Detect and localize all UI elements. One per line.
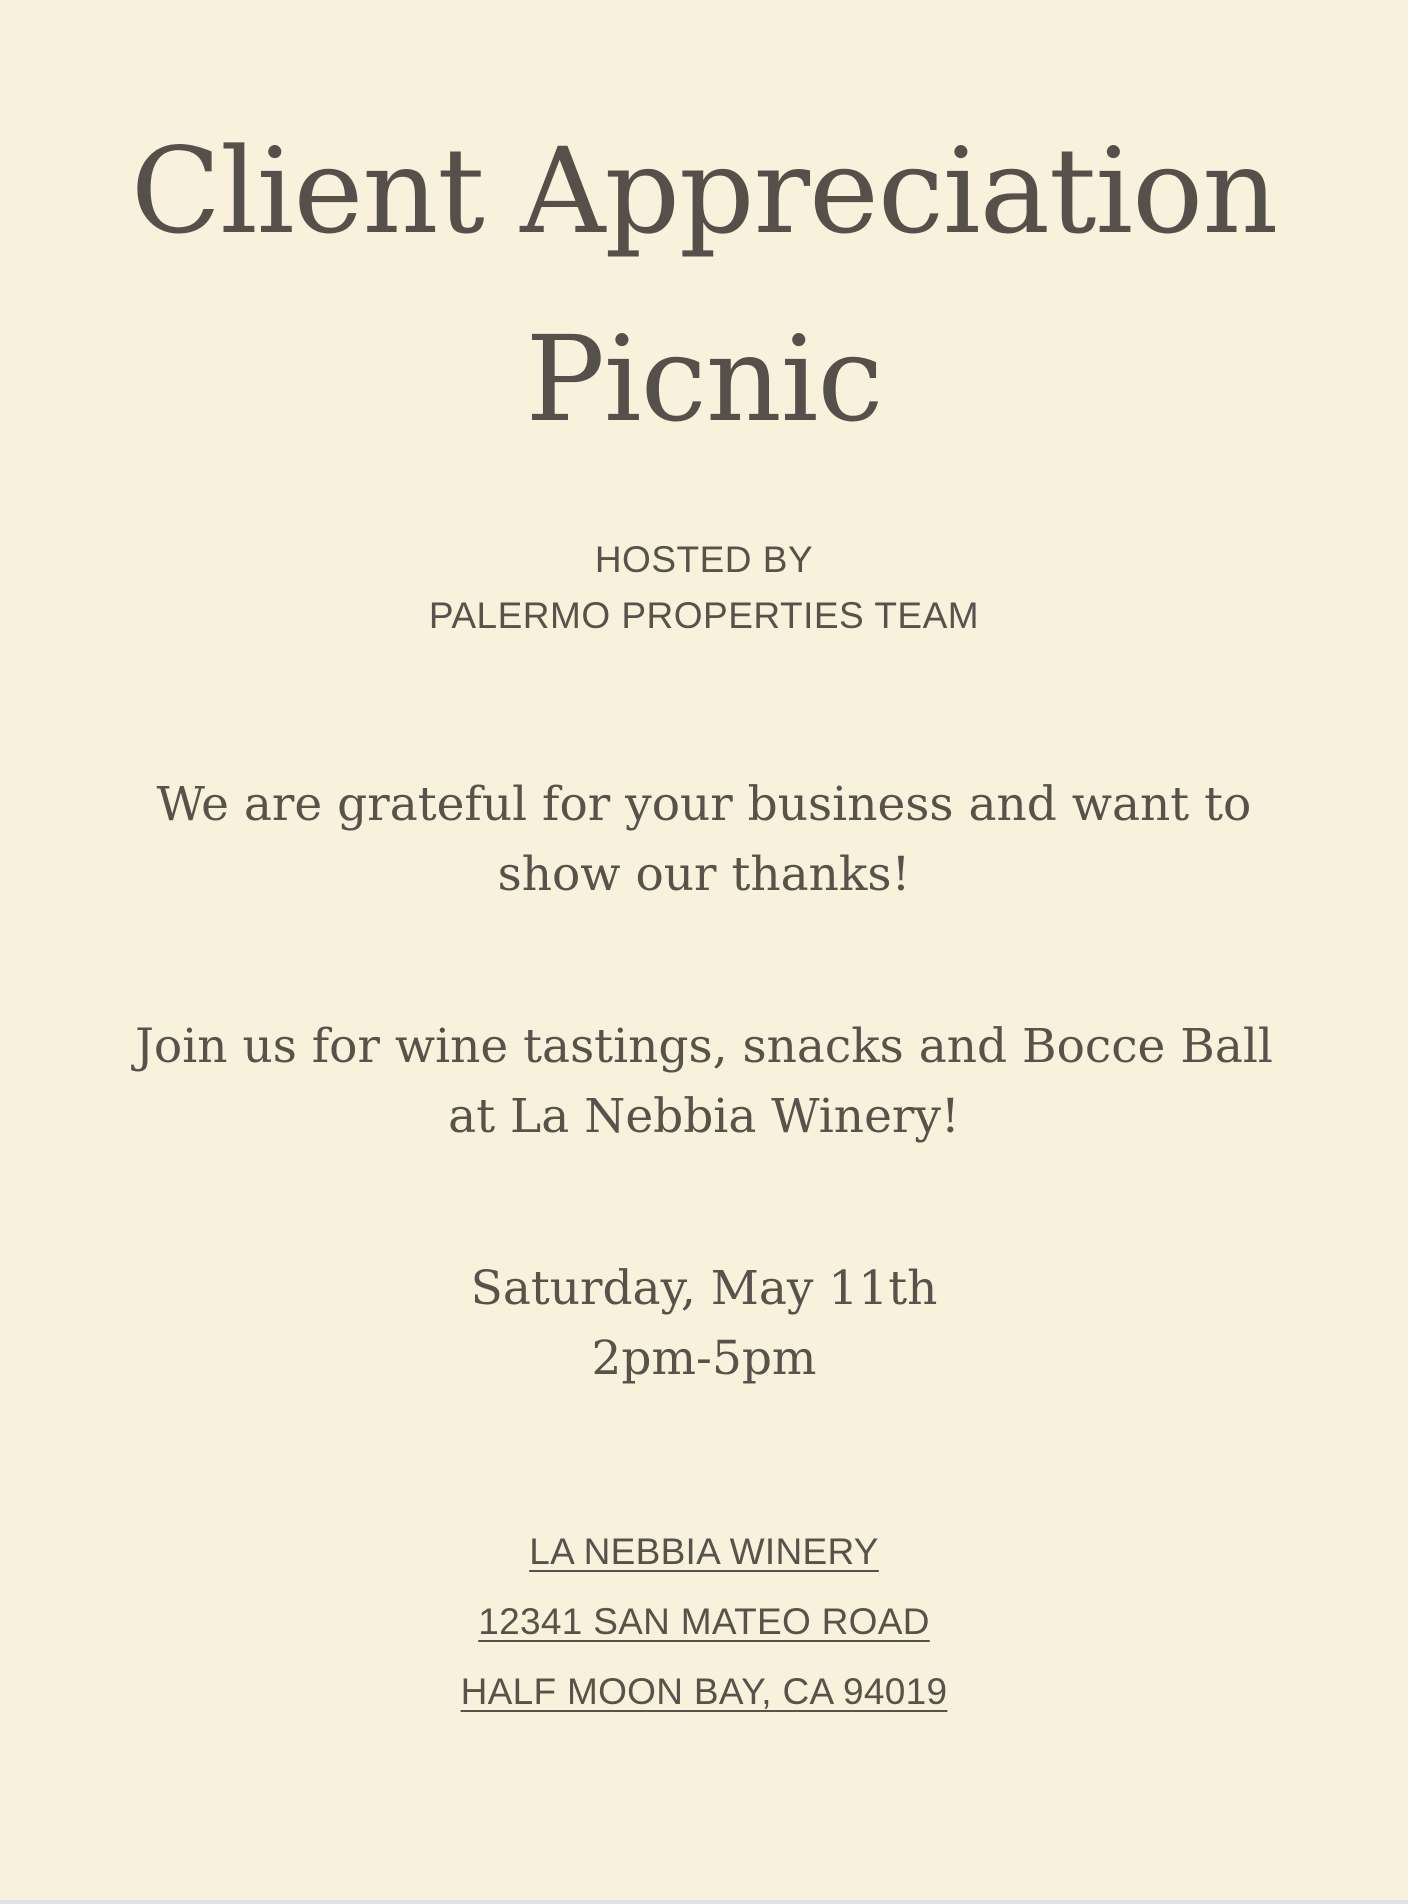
venue-link[interactable]: LA NEBBIA WINERY (529, 1531, 879, 1572)
thanks-message-line-1: We are grateful for your business and want to (156, 777, 1252, 832)
event-time: 2pm-5pm (591, 1331, 817, 1386)
title-line-2: Picnic (525, 310, 883, 448)
street-address-link[interactable]: 12341 SAN MATEO ROAD (478, 1601, 930, 1642)
city-address-link[interactable]: HALF MOON BAY, CA 94019 (460, 1671, 948, 1712)
city-link-line (0, 1670, 1408, 1714)
venue-link-line (0, 1530, 1408, 1574)
activities-message-line-1: Join us for wine tastings, snacks and Bocce Ball (135, 1019, 1273, 1074)
host-name: PALERMO PROPERTIES TEAM (428, 595, 980, 636)
hosted-by-label: HOSTED BY (594, 539, 814, 580)
street-link-line (0, 1600, 1408, 1644)
thanks-message-line-2: show our thanks! (497, 847, 911, 902)
bottom-divider (0, 1900, 1408, 1904)
activities-message-line-2: at La Nebbia Winery! (448, 1089, 960, 1144)
event-date: Saturday, May 11th (470, 1261, 938, 1316)
title-line-1: Client Appreciation (130, 122, 1278, 260)
